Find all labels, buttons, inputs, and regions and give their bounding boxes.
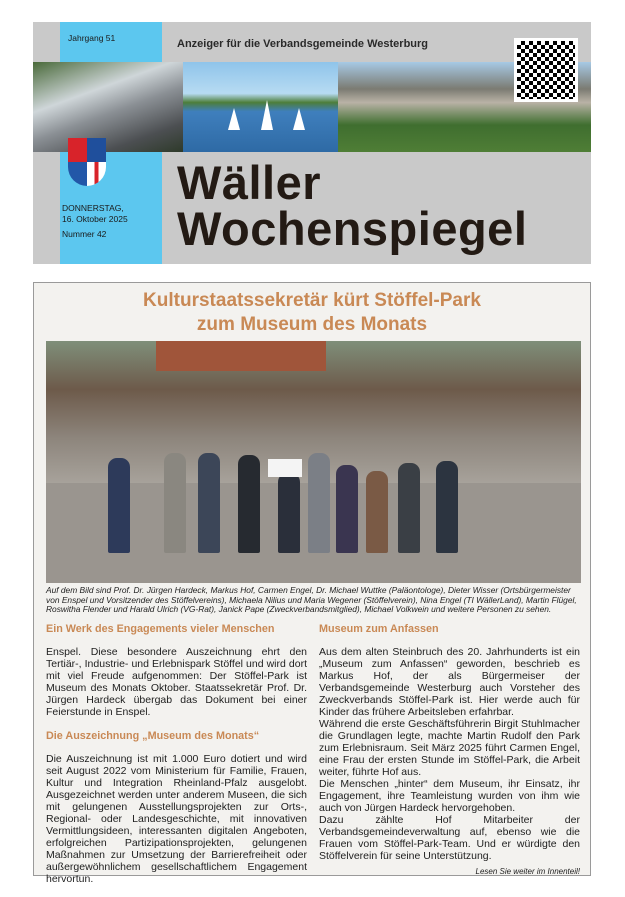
section-heading: Museum zum Anfassen xyxy=(319,623,439,635)
section-heading: Ein Werk des Engagements vieler Menschen xyxy=(46,623,275,635)
issue-number: Nummer 42 xyxy=(62,229,107,239)
waterfall-photo xyxy=(33,62,183,152)
left-column xyxy=(46,623,307,885)
photo-caption: Auf dem Bild sind Prof. Dr. Jürgen Hardeck, Markus Hof, Carmen Engel, Dr. Michael Wuttke (Paläontologe), Dieter Wisser (Ortsbürgermeister von Enspel und Vorsitzender des Stöffelvereins), Michaela Nilius und Maria Wegener (Stöffelverein), Nina Engel (TI WällerLand), Martin Flügel, Roswitha Flender und Harald Ulrich (VG-Rat), Janick Pape (Zweckverbandsmitglied), Michael Volkwein und weitere Personen zu sehen. xyxy=(46,585,577,615)
lake-photo xyxy=(183,62,338,152)
headline-line2: zum Museum des Monats xyxy=(196,314,428,335)
masthead xyxy=(33,22,591,264)
coat-of-arms-icon xyxy=(68,138,106,186)
paragraph: Enspel. Diese besondere Auszeichnung ehrt den Tertiär-, Industrie- und Erlebnispark Stöffel und wird dort mit viel Freude aufgenommen: Der Stöffel-Park ist Museum des Monats Oktober. Staatssekretär Prof. Dr. Jürgen Hardeck übergab das Dokument bei einer Feierstunde in Enspel. xyxy=(46,646,307,718)
qr-code[interactable] xyxy=(514,38,578,102)
paragraph: Die Menschen „hinter“ dem Museum, ihr Einsatz, ihr Engagement, ihre Teamleistung wurden von ihm wie auch von Jürgen Hardeck hervorgehoben. xyxy=(319,778,580,814)
volume-label: Jahrgang 51 xyxy=(68,33,116,43)
paragraph: Während die erste Geschäftsführerin Birgit Stuhlmacher die Grundlagen legte, machte Martin Rudolf den Park zum Erlebnisraum. Seit März 2025 führt Carmen Engel, eine Frau der ersten Stunde im Stöffel-Park, die Arbeit weiter, führte Hof aus. xyxy=(319,718,580,778)
paragraph: Aus dem alten Steinbruch des 20. Jahrhunderts ist ein „Museum zum Anfassen“ geworden, beschrieb es Markus Hof, der als Bürgermeiser der Verbandsgemeinde Westerburg auch Vorsteher des Zweckverbands Stöffel-Park ist. Hier werde auch für Kinder das frühere Arbeitsleben erfahrbar. xyxy=(319,646,580,718)
paragraph: Dazu zählte Hof Mitarbeiter der Verbandsgemeindeverwaltung auf, ebenso wie die Frauen vom Stöffel-Park-Team. Und er würdigte den Stöffelverein für seine Unterstützung. xyxy=(319,814,580,862)
right-column xyxy=(319,623,580,878)
group-photo xyxy=(46,341,581,583)
weekday: DONNERSTAG, xyxy=(62,203,124,213)
section-heading: Die Auszeichnung „Museum des Monats“ xyxy=(46,730,260,742)
title-line2: Wochenspiegel xyxy=(177,202,528,255)
article xyxy=(33,282,591,885)
title-line1: Wäller xyxy=(177,156,322,209)
paragraph: Die Auszeichnung ist mit 1.000 Euro dotiert und wird seit August 2022 vom Ministerium für Familie, Frauen, Kultur und Integration Rheinland-Pfalz ausgelobt. Ausgezeichnet werden unter anderem Museen, die sich mit gelungenen Ausstellungsprojekten zur Orts-, Regional- oder Landesgeschichte, mit innovativen Vermittlungsideen, interessanten digitalen Angeboten, erfolgreichen Partizipationsprojekten, gelungenen Maßnahmen zur Umsetzung der Barrierefreiheit oder außergewöhnlichem gesellschaftlichem Engagement hervortun. xyxy=(46,753,307,885)
issue-date: 16. Oktober 2025 xyxy=(62,214,128,224)
continue-note: Lesen Sie weiter im Innenteil! xyxy=(475,867,580,876)
tagline: Anzeiger für die Verbandsgemeinde Westerburg xyxy=(177,38,429,50)
headline-line1: Kulturstaatssekretär kürt Stöffel-Park xyxy=(143,290,481,311)
header-photo-strip xyxy=(33,62,591,152)
